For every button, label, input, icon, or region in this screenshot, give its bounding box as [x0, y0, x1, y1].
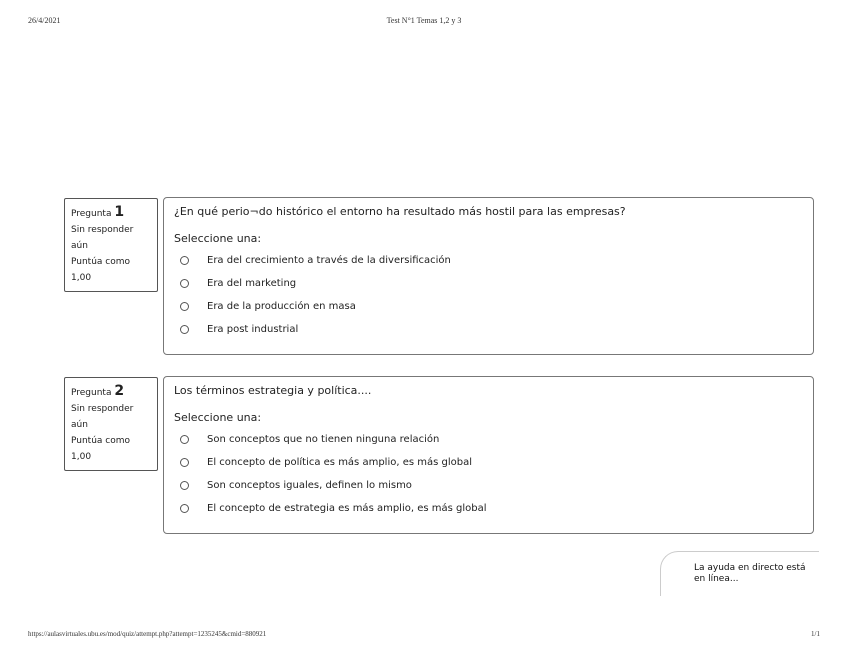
answer-option-label[interactable]: Era del marketing [207, 278, 297, 289]
radio-button[interactable] [180, 279, 189, 288]
answer-option[interactable] [174, 474, 803, 497]
answer-option-label[interactable]: Son conceptos iguales, definen lo mismo [207, 480, 412, 491]
radio-button[interactable] [180, 325, 189, 334]
answer-prompt: Seleccione una: [174, 232, 262, 245]
answer-option[interactable] [174, 318, 803, 341]
answer-option[interactable] [174, 497, 803, 520]
question-text: ¿En qué perio¬do histórico el entorno ha resultado más hostil para las empresas? [174, 205, 626, 218]
question-2-info [64, 377, 158, 471]
radio-button[interactable] [180, 435, 189, 444]
question-grade: Puntúa como 1,00 [71, 257, 131, 283]
answer-option-label[interactable]: Era del crecimiento a través de la diversificación [207, 255, 451, 266]
question-label: Pregunta [71, 388, 112, 398]
question-2-content [163, 376, 814, 534]
live-help-widget[interactable] [660, 551, 819, 596]
radio-button[interactable] [180, 504, 189, 513]
question-state: Sin responder aún [71, 404, 134, 430]
question-state: Sin responder aún [71, 225, 134, 251]
question-number: 1 [114, 204, 125, 220]
answer-option-label[interactable]: El concepto de política es más amplio, es más global [207, 457, 472, 468]
answer-option[interactable] [174, 249, 803, 272]
answer-option[interactable] [174, 428, 803, 451]
question-1-info [64, 198, 158, 292]
question-label: Pregunta [71, 209, 112, 219]
answer-option[interactable] [174, 295, 803, 318]
answer-prompt: Seleccione una: [174, 411, 262, 424]
radio-button[interactable] [180, 302, 189, 311]
answer-option-label[interactable]: Son conceptos que no tienen ninguna relación [207, 434, 440, 445]
question-1-content [163, 197, 814, 355]
answer-option[interactable] [174, 272, 803, 295]
radio-button[interactable] [180, 458, 189, 467]
answer-option-label[interactable]: Era de la producción en masa [207, 301, 356, 312]
print-page-number: 1/1 [811, 630, 820, 638]
print-title: Test N°1 Temas 1,2 y 3 [386, 16, 462, 25]
radio-button[interactable] [180, 256, 189, 265]
radio-button[interactable] [180, 481, 189, 490]
answer-option-label[interactable]: El concepto de estrategia es más amplio, es más global [207, 503, 487, 514]
answer-option[interactable] [174, 451, 803, 474]
print-url: https://aulasvirtuales.ubu.es/mod/quiz/attempt.php?attempt=1235245&cmid=880921 [28, 630, 267, 638]
question-number: 2 [114, 383, 125, 399]
answer-option-label[interactable]: Era post industrial [207, 324, 299, 335]
question-text: Los términos estrategia y política.... [174, 384, 372, 397]
print-date: 26/4/2021 [28, 16, 61, 25]
question-grade: Puntúa como 1,00 [71, 436, 131, 462]
live-help-text[interactable]: La ayuda en directo está en línea... [694, 563, 806, 584]
